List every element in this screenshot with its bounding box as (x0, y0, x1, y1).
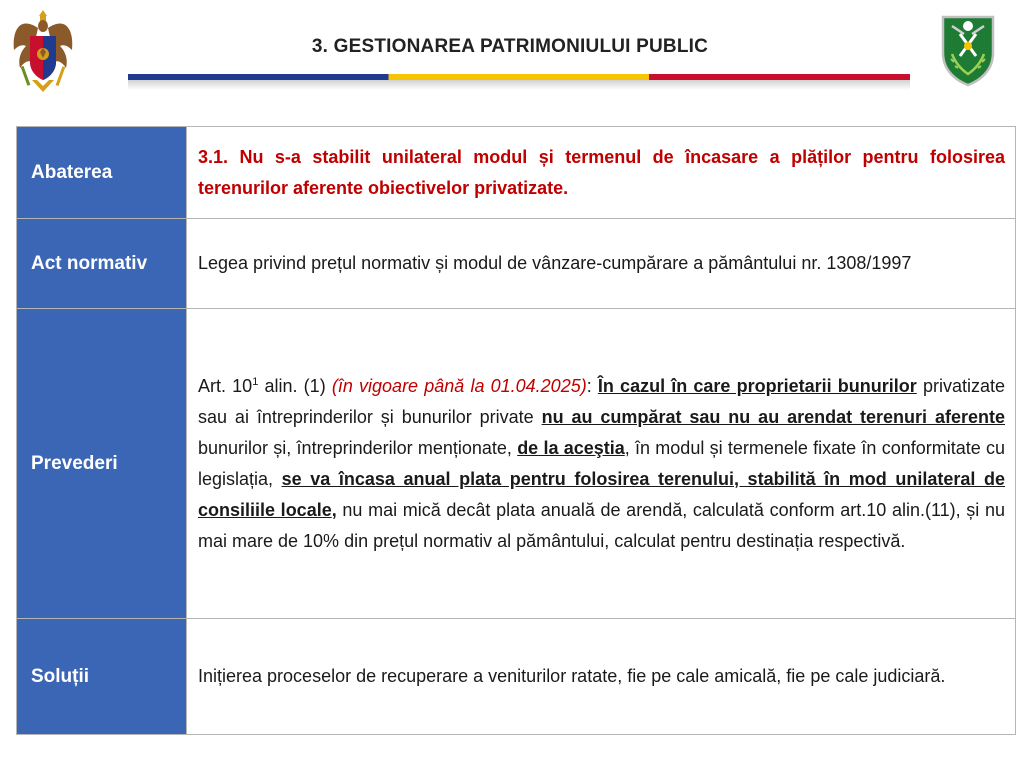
row-label-prevederi: Prevederi (17, 309, 187, 619)
table-row-solutii (17, 619, 1016, 735)
text-segment: bunurilor și, întreprinderilor menționate, (198, 437, 518, 458)
emphasis-comma: , (331, 499, 337, 520)
row-label-act-normativ: Act normativ (17, 219, 187, 309)
row-content-act-normativ: Legea privind prețul normativ și modul de vânzare-cumpărare a pământului nr. 1308/1997 (187, 219, 1016, 309)
page-title: 3. GESTIONAREA PATRIMONIULUI PUBLIC (311, 36, 709, 57)
emphasis-text: În cazul în care proprietarii bunurilor (597, 375, 917, 396)
text-segment: nu mai mică decât plata anuală de arendă, calculată conform art.10 alin.(11), și nu mai mare de 10% din prețul normativ al pământului, calculat pentru destinația respectivă. (198, 499, 1005, 551)
table-row-abaterea (17, 127, 1016, 219)
row-label-solutii: Soluții (17, 619, 187, 735)
text-segment: alin. (1) (258, 375, 332, 396)
emphasis-text: de la aceştia (517, 437, 625, 458)
text-segment: , în modul și termenele fixate în conformitate cu legislația, (198, 437, 1006, 489)
district-coat-of-arms-icon (940, 14, 996, 88)
row-content-abaterea: 3.1. Nu s-a stabilit unilateral modul și termenul de încasare a plăților pentru folosirea terenurilor aferente obiectivelor privatizate. (187, 127, 1016, 219)
validity-note: (în vigoare până la 01.04.2025) (331, 375, 587, 396)
emphasis-text: se va încasa anual plata pentru folosirea terenului, stabilită în mod unilateral de consiliile locale (198, 468, 1005, 520)
text-segment: : (586, 375, 598, 396)
table-row-act-normativ (17, 219, 1016, 309)
divider-shadow (128, 80, 910, 90)
table-row-prevederi (17, 309, 1016, 619)
text-segment: privatizate sau ai întreprinderilor și bunurilor private (198, 375, 1006, 427)
deviation-table (16, 126, 1016, 735)
row-content-prevederi (187, 309, 1016, 619)
slide-header (0, 0, 1024, 110)
text-segment: Art. 10 (198, 375, 253, 396)
row-content-solutii: Inițierea proceselor de recuperare a veniturilor ratate, fie pe cale amicală, fie pe cale judiciară. (187, 619, 1016, 735)
moldova-coat-of-arms-icon (10, 6, 76, 98)
superscript: 1 (252, 375, 259, 388)
row-label-abaterea: Abaterea (17, 127, 187, 219)
emphasis-text: nu au cumpărat sau nu au arendat terenuri aferente (541, 406, 1005, 427)
